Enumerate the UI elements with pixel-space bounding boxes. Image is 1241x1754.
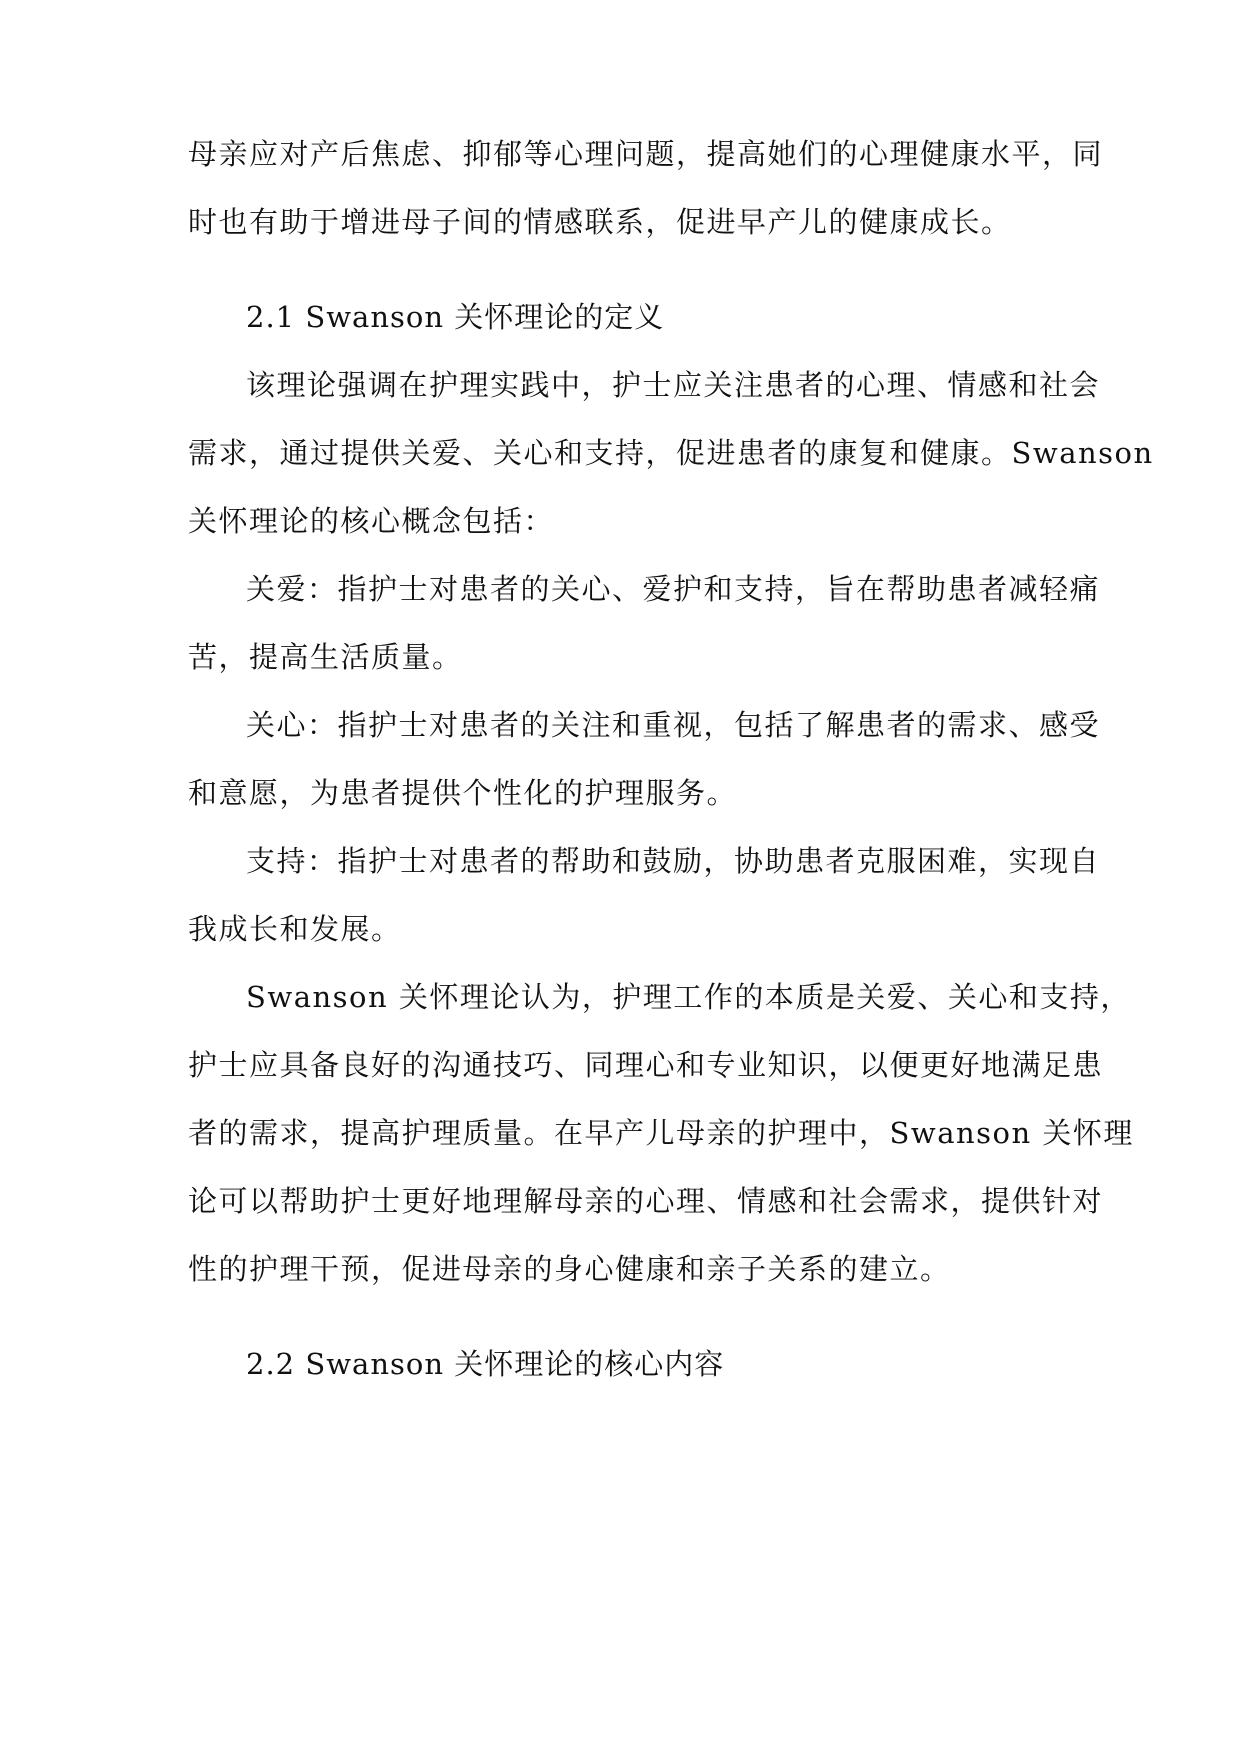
text-line: 需求，通过提供关爱、关心和支持，促进患者的康复和健康。Swanson (188, 436, 1154, 470)
text-line: Swanson 关怀理论认为，护理工作的本质是关爱、关心和支持， (246, 980, 1131, 1014)
text-line: 论可以帮助护士更好地理解母亲的心理、情感和社会需求，提供针对 (188, 1184, 1104, 1218)
section-heading-2-1: 2.1 Swanson 关怀理论的定义 (246, 300, 665, 334)
text-line: 苦，提高生活质量。 (188, 640, 463, 674)
text-line: 性的护理干预，促进母亲的身心健康和亲子关系的建立。 (188, 1252, 951, 1286)
text-line: 护士应具备良好的沟通技巧、同理心和专业知识，以便更好地满足患 (188, 1048, 1104, 1082)
text-line: 和意愿，为患者提供个性化的护理服务。 (188, 776, 738, 810)
text-line: 我成长和发展。 (188, 912, 402, 946)
text-line: 时也有助于增进母子间的情感联系，促进早产儿的健康成长。 (188, 205, 1012, 239)
text-line: 者的需求，提高护理质量。在早产儿母亲的护理中，Swanson 关怀理 (188, 1116, 1134, 1150)
text-line: 关怀理论的核心概念包括： (188, 504, 555, 538)
text-line: 支持：指护士对患者的帮助和鼓励，协助患者克服困难，实现自 (246, 844, 1101, 878)
text-line: 该理论强调在护理实践中，护士应关注患者的心理、情感和社会 (246, 368, 1101, 402)
section-heading-2-2: 2.2 Swanson 关怀理论的核心内容 (246, 1347, 725, 1381)
text-line: 关心：指护士对患者的关注和重视，包括了解患者的需求、感受 (246, 708, 1101, 742)
text-line: 关爱：指护士对患者的关心、爱护和支持，旨在帮助患者减轻痛 (246, 572, 1101, 606)
text-line: 母亲应对产后焦虑、抑郁等心理问题，提高她们的心理健康水平，同 (188, 137, 1104, 171)
